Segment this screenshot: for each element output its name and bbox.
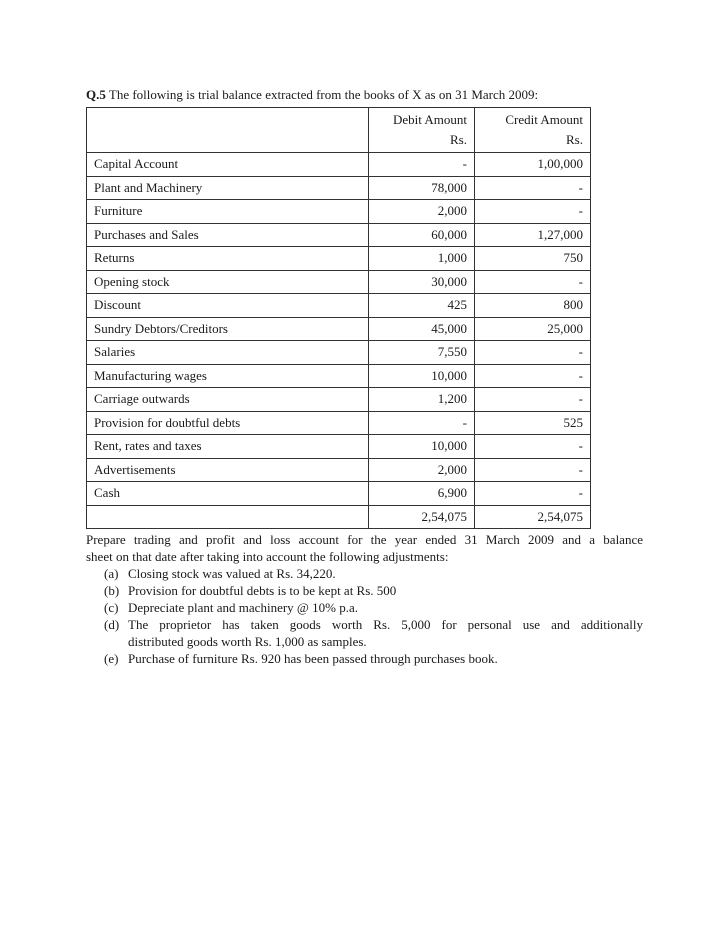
table-row — [87, 176, 591, 200]
adjustment-item — [104, 650, 643, 667]
table-row — [87, 294, 591, 318]
cell-debit: 6,900 — [369, 482, 475, 506]
header-debit-label: Debit Amount — [392, 112, 467, 127]
adjustment-text — [128, 650, 643, 667]
adjustment-line: Provision for doubtful debts is to be kept at Rs. 500 — [128, 583, 397, 598]
cell-particulars: Discount — [87, 294, 369, 318]
cell-particulars: Salaries — [87, 341, 369, 365]
table-row — [87, 458, 591, 482]
table-row — [87, 388, 591, 412]
table-row — [87, 270, 591, 294]
cell-credit: 25,000 — [475, 317, 591, 341]
adjustments-list — [86, 565, 643, 667]
adjustment-line: Purchase of furniture Rs. 920 has been passed through purchases book. — [128, 651, 498, 666]
table-row — [87, 364, 591, 388]
header-credit-unit: Rs. — [566, 132, 583, 147]
cell-debit: - — [369, 411, 475, 435]
instruction-line-1: Prepare trading and profit and loss account for the year ended 31 March 2009 and a balance — [86, 532, 643, 547]
table-row — [87, 223, 591, 247]
cell-credit: 525 — [475, 411, 591, 435]
table-row — [87, 411, 591, 435]
adjustment-text — [128, 599, 643, 616]
cell-particulars: Provision for doubtful debts — [87, 411, 369, 435]
adjustment-item — [104, 565, 643, 582]
question-text: The following is trial balance extracted from the books of X as on 31 March 2009: — [105, 87, 539, 102]
adjustment-text — [128, 616, 643, 650]
table-row — [87, 153, 591, 177]
cell-debit: 2,000 — [369, 458, 475, 482]
cell-debit: 1,200 — [369, 388, 475, 412]
adjustment-item — [104, 582, 643, 599]
cell-particulars: Purchases and Sales — [87, 223, 369, 247]
cell-credit: - — [475, 388, 591, 412]
instruction-paragraph — [86, 531, 643, 565]
header-debit — [369, 108, 475, 153]
table-row — [87, 482, 591, 506]
cell-debit: 10,000 — [369, 435, 475, 459]
cell-debit: 78,000 — [369, 176, 475, 200]
question-number: Q.5 — [86, 87, 106, 102]
cell-credit: 1,00,000 — [475, 153, 591, 177]
adjustment-label: (d) — [104, 617, 120, 632]
cell-debit: - — [369, 153, 475, 177]
adjustment-label: (a) — [104, 566, 119, 581]
cell-debit: 2,000 — [369, 200, 475, 224]
cell-particulars: Manufacturing wages — [87, 364, 369, 388]
cell-credit: 750 — [475, 247, 591, 271]
table-row — [87, 341, 591, 365]
cell-particulars: Returns — [87, 247, 369, 271]
adjustment-text — [128, 565, 643, 582]
total-credit: 2,54,075 — [475, 505, 591, 529]
document-page — [86, 86, 643, 667]
header-debit-unit: Rs. — [450, 132, 467, 147]
total-debit: 2,54,075 — [369, 505, 475, 529]
table-header-row — [87, 108, 591, 153]
cell-credit: - — [475, 341, 591, 365]
cell-credit: 1,27,000 — [475, 223, 591, 247]
adjustment-text — [128, 582, 643, 599]
adjustment-line: distributed goods worth Rs. 1,000 as samples. — [128, 634, 367, 649]
cell-credit: - — [475, 482, 591, 506]
cell-debit: 10,000 — [369, 364, 475, 388]
cell-debit: 7,550 — [369, 341, 475, 365]
cell-particulars: Rent, rates and taxes — [87, 435, 369, 459]
cell-particulars: Capital Account — [87, 153, 369, 177]
table-row — [87, 247, 591, 271]
cell-credit: - — [475, 176, 591, 200]
cell-particulars: Opening stock — [87, 270, 369, 294]
adjustment-item — [104, 599, 643, 616]
header-particulars — [87, 108, 369, 153]
cell-particulars: Plant and Machinery — [87, 176, 369, 200]
header-credit — [475, 108, 591, 153]
adjustment-item — [104, 616, 643, 650]
trial-balance-table — [86, 107, 591, 529]
adjustment-label: (e) — [104, 651, 119, 666]
question-heading — [86, 86, 643, 103]
cell-credit: - — [475, 200, 591, 224]
cell-debit: 30,000 — [369, 270, 475, 294]
adjustment-label: (c) — [104, 600, 119, 615]
total-particulars — [87, 505, 369, 529]
cell-debit: 45,000 — [369, 317, 475, 341]
cell-particulars: Advertisements — [87, 458, 369, 482]
table-row — [87, 435, 591, 459]
instruction-line-2: sheet on that date after taking into account the following adjustments: — [86, 549, 449, 564]
cell-particulars: Carriage outwards — [87, 388, 369, 412]
table-row — [87, 317, 591, 341]
adjustment-label: (b) — [104, 583, 120, 598]
cell-credit: - — [475, 364, 591, 388]
table-row — [87, 200, 591, 224]
cell-debit: 425 — [369, 294, 475, 318]
adjustment-line: Closing stock was valued at Rs. 34,220. — [128, 566, 336, 581]
cell-credit: 800 — [475, 294, 591, 318]
table-total-row — [87, 505, 591, 529]
header-credit-label: Credit Amount — [505, 112, 583, 127]
cell-debit: 60,000 — [369, 223, 475, 247]
cell-credit: - — [475, 435, 591, 459]
cell-particulars: Furniture — [87, 200, 369, 224]
cell-particulars: Cash — [87, 482, 369, 506]
cell-credit: - — [475, 270, 591, 294]
cell-debit: 1,000 — [369, 247, 475, 271]
cell-particulars: Sundry Debtors/Creditors — [87, 317, 369, 341]
adjustment-line: The proprietor has taken goods worth Rs. 5,000 for personal use and additionally — [128, 617, 643, 632]
cell-credit: - — [475, 458, 591, 482]
adjustment-line: Depreciate plant and machinery @ 10% p.a. — [128, 600, 358, 615]
